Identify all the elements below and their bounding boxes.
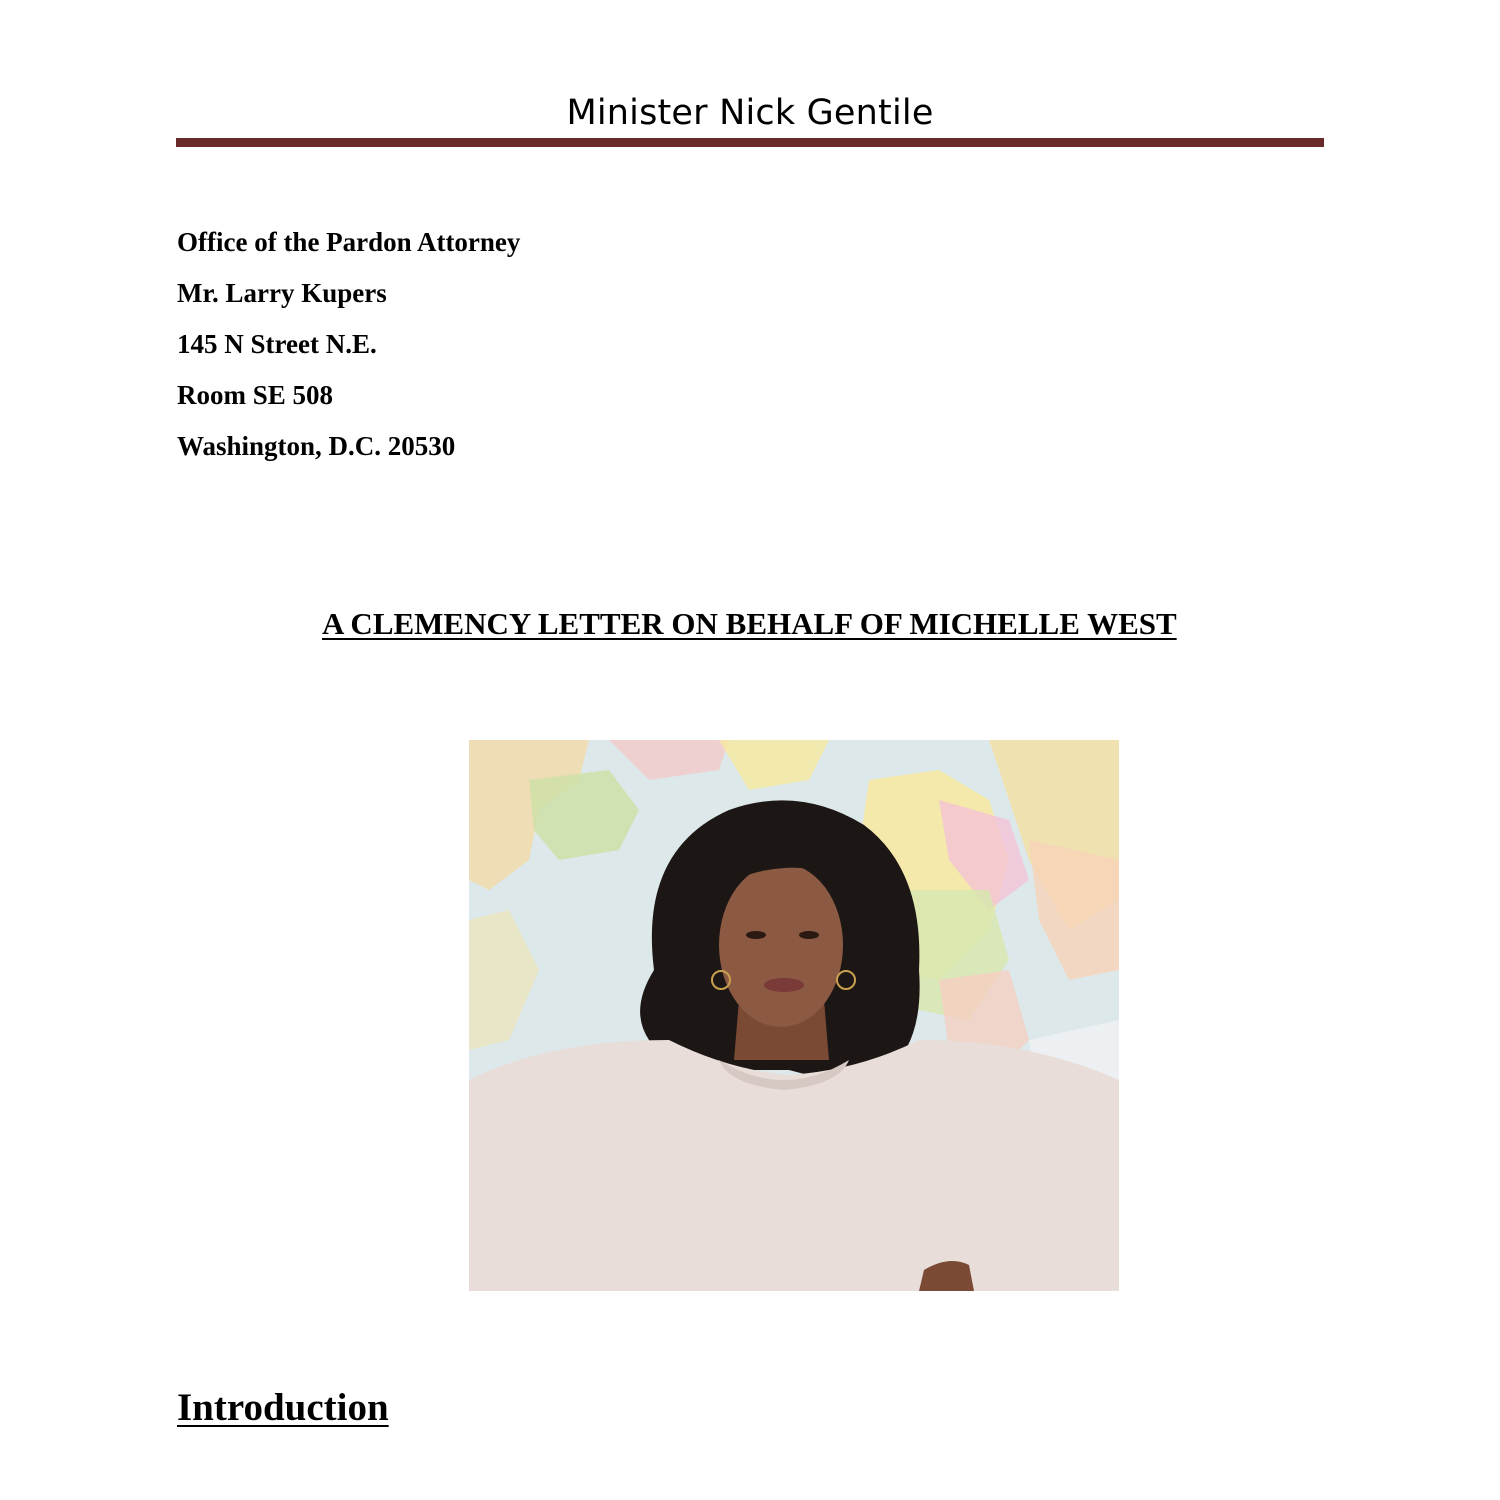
recipient-street-line: 145 N Street N.E. — [177, 329, 377, 359]
header-divider-rule — [176, 138, 1324, 147]
recipient-room-line: Room SE 508 — [177, 380, 334, 410]
recipient-city-line: Washington, D.C. 20530 — [177, 431, 456, 461]
section-heading-introduction: Introduction — [177, 1386, 389, 1429]
recipient-address-block — [177, 222, 520, 477]
recipient-office-line: Office of the Pardon Attorney — [177, 227, 521, 257]
author-name-header: Minister Nick Gentile — [566, 93, 934, 133]
recipient-name-line: Mr. Larry Kupers — [177, 278, 387, 308]
letter-title: A CLEMENCY LETTER ON BEHALF OF MICHELLE WEST — [322, 606, 1177, 641]
portrait-photo — [469, 740, 1119, 1291]
